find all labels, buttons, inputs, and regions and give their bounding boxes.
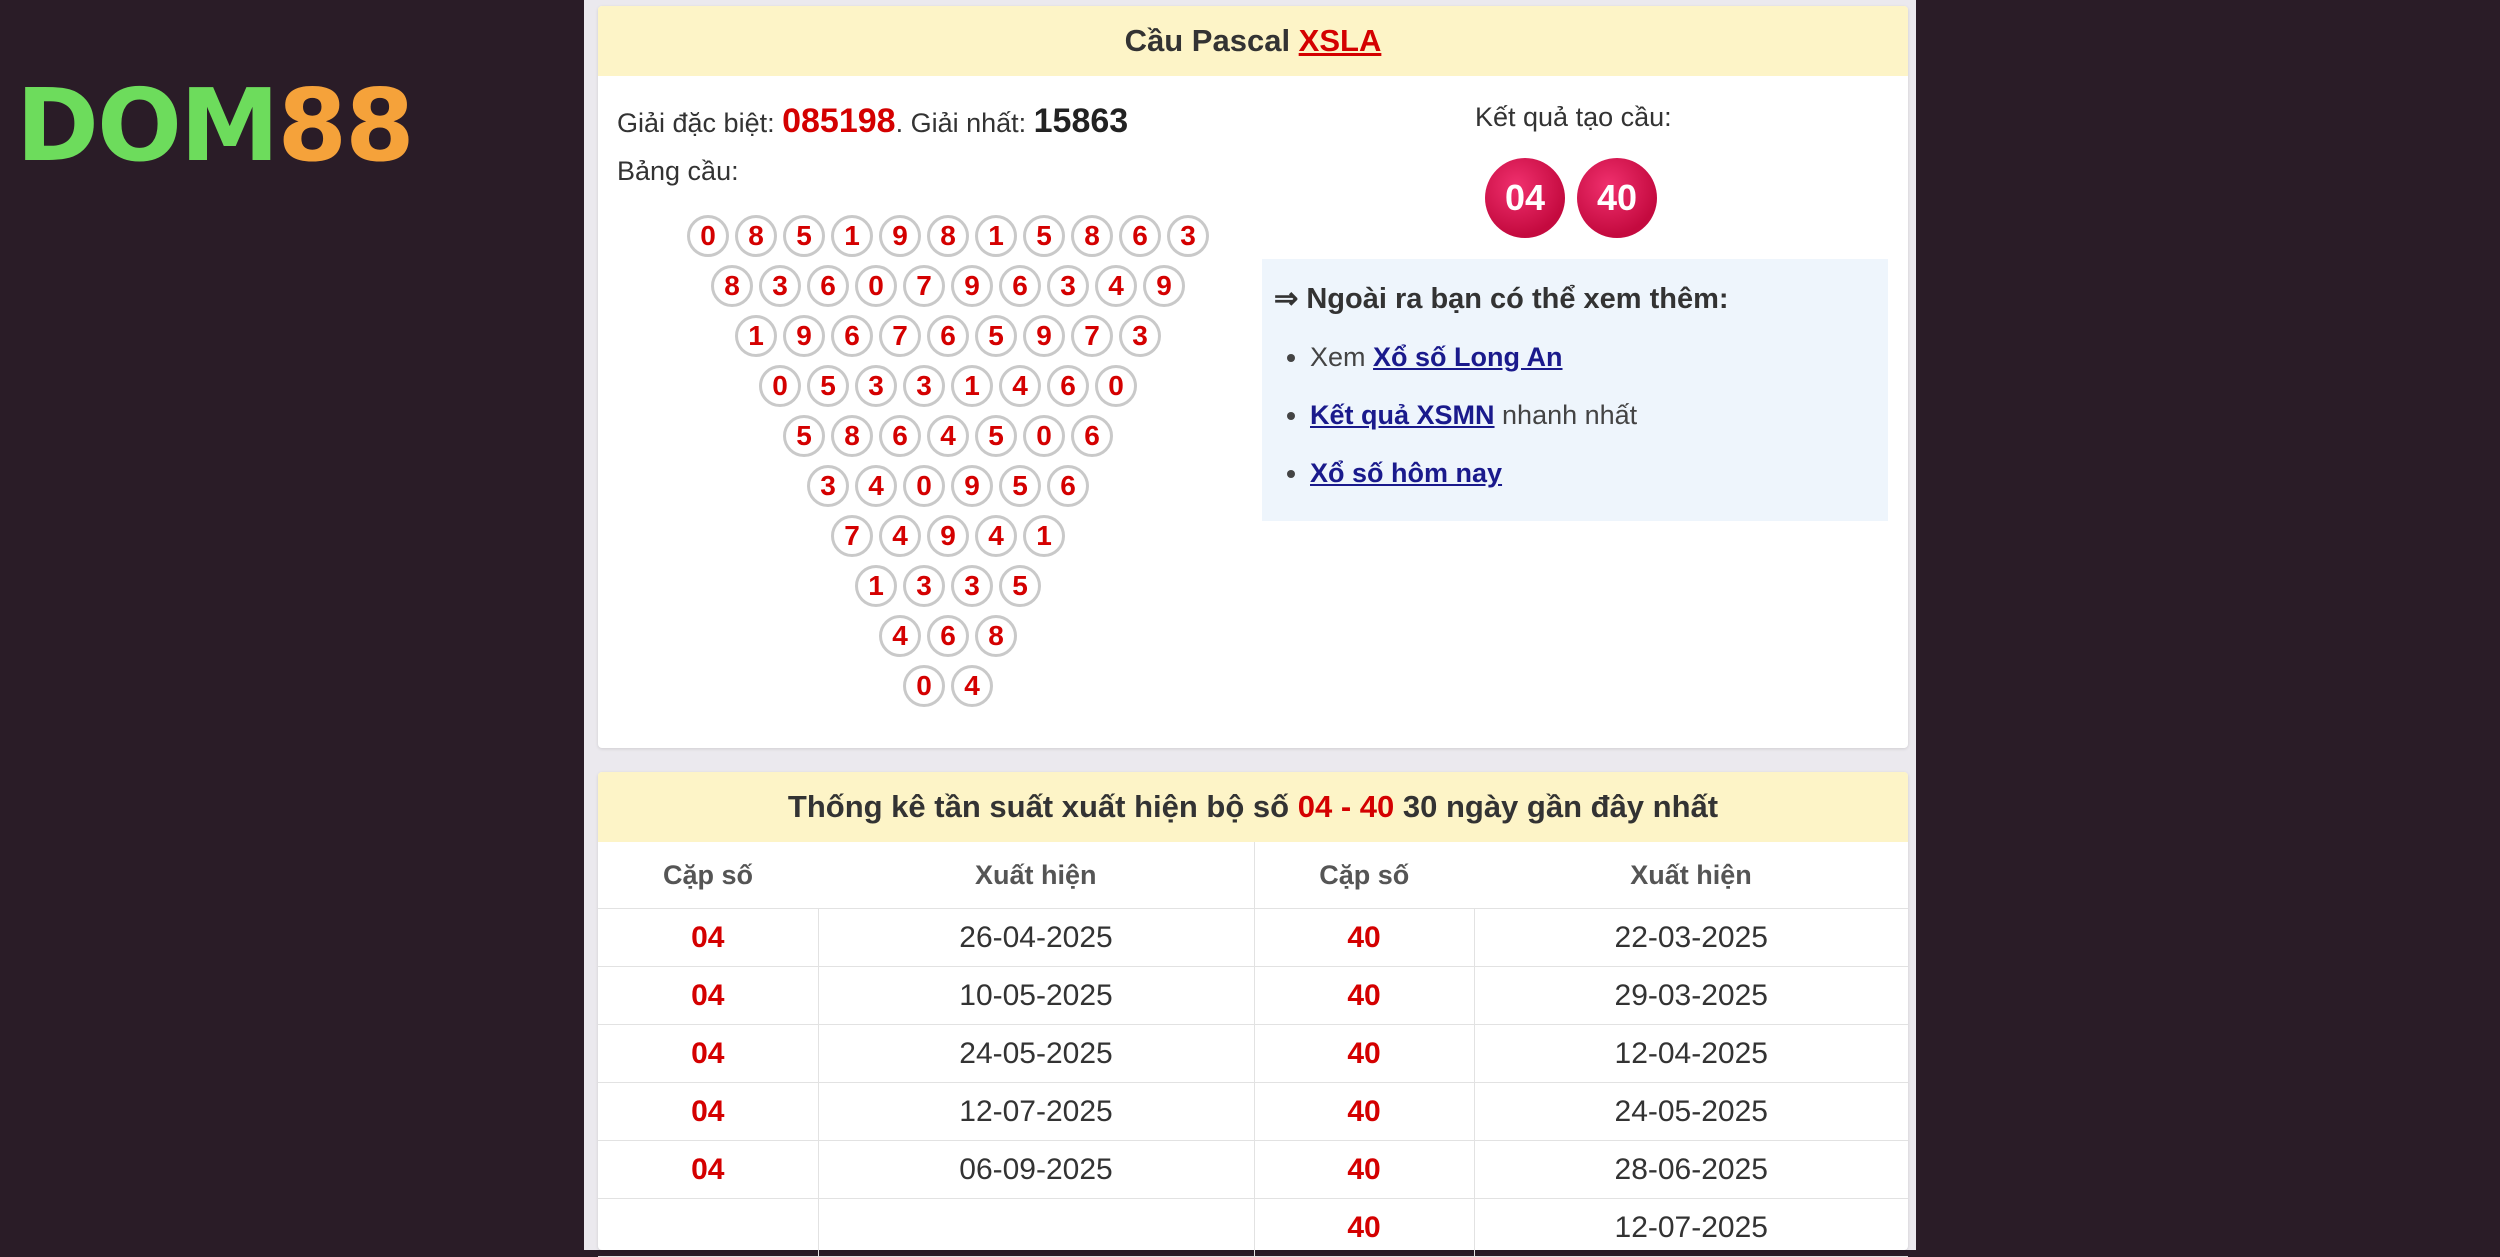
- triangle-digit: 3: [759, 265, 801, 307]
- triangle-digit: 4: [999, 365, 1041, 407]
- column-header-pair: Cặp số: [598, 842, 818, 909]
- see-more-item: [1310, 444, 1876, 502]
- triangle-digit: 8: [975, 615, 1017, 657]
- see-more-box: [1262, 259, 1888, 521]
- triangle-digit: 0: [903, 465, 945, 507]
- triangle-digit: 6: [927, 315, 969, 357]
- table-row: [598, 1141, 1908, 1199]
- long-an-lottery-link[interactable]: Xổ số Long An: [1373, 342, 1563, 372]
- special-prize-value: 085198: [782, 102, 896, 140]
- pair-cell: 40: [1254, 1141, 1474, 1199]
- pair-cell: [598, 1199, 818, 1257]
- triangle-digit: 8: [831, 415, 873, 457]
- triangle-digit: 9: [1143, 265, 1185, 307]
- pascal-triangle: [598, 211, 1298, 711]
- today-lottery-link[interactable]: Xổ số hôm nay: [1310, 458, 1503, 488]
- pair-cell: 40: [1254, 1025, 1474, 1083]
- see-more-list: [1274, 328, 1876, 502]
- frequency-table: [598, 842, 1908, 1257]
- column-header-pair: Cặp số: [1254, 842, 1474, 909]
- triangle-digit: 6: [1047, 365, 1089, 407]
- special-prize-label: Giải đặc biệt:: [617, 108, 783, 138]
- date-cell: 22-03-2025: [1474, 909, 1908, 967]
- pascal-card: [598, 6, 1908, 748]
- date-cell: 28-06-2025: [1474, 1141, 1908, 1199]
- triangle-digit: 5: [783, 215, 825, 257]
- triangle-row: [598, 211, 1298, 261]
- date-cell: [818, 1199, 1254, 1257]
- see-more-title: ⇒ Ngoài ra bạn có thể xem thêm:: [1274, 283, 1729, 315]
- date-cell: 12-04-2025: [1474, 1025, 1908, 1083]
- triangle-digit: 7: [1071, 315, 1113, 357]
- triangle-digit: 3: [1167, 215, 1209, 257]
- date-cell: 24-05-2025: [1474, 1083, 1908, 1141]
- result-label: Kết quả tạo cầu:: [1475, 102, 1672, 132]
- pair-cell: 04: [598, 1025, 818, 1083]
- triangle-digit: 4: [975, 515, 1017, 557]
- table-header-row: [598, 842, 1908, 909]
- date-cell: 12-07-2025: [818, 1083, 1254, 1141]
- frequency-card-title: [598, 772, 1908, 842]
- triangle-digit: 3: [1047, 265, 1089, 307]
- triangle-digit: 5: [975, 415, 1017, 457]
- frequency-title-suffix: 30 ngày gần đây nhất: [1394, 789, 1719, 824]
- table-row: [598, 1025, 1908, 1083]
- see-more-suffix: nhanh nhất: [1494, 400, 1638, 430]
- triangle-digit: 6: [999, 265, 1041, 307]
- triangle-digit: 6: [927, 615, 969, 657]
- table-row: [598, 909, 1908, 967]
- xsla-link[interactable]: XSLA: [1298, 23, 1382, 58]
- triangle-row: [598, 261, 1298, 311]
- result-ball: 04: [1485, 158, 1565, 238]
- triangle-row: [598, 361, 1298, 411]
- date-cell: 12-07-2025: [1474, 1199, 1908, 1257]
- triangle-digit: 6: [807, 265, 849, 307]
- triangle-digit: 5: [783, 415, 825, 457]
- pair-cell: 04: [598, 1083, 818, 1141]
- table-row: [598, 1083, 1908, 1141]
- triangle-digit: 5: [999, 465, 1041, 507]
- triangle-digit: 4: [927, 415, 969, 457]
- see-more-prefix: Xem: [1310, 342, 1374, 372]
- pair-cell: 40: [1254, 909, 1474, 967]
- pair-cell: 40: [1254, 967, 1474, 1025]
- main-content: [584, 0, 1916, 1250]
- table-row: [598, 1199, 1908, 1257]
- result-ball: 40: [1577, 158, 1657, 238]
- triangle-digit: 6: [1047, 465, 1089, 507]
- triangle-digit: 0: [903, 665, 945, 707]
- triangle-digit: 1: [951, 365, 993, 407]
- frequency-card: [598, 772, 1908, 1250]
- triangle-digit: 3: [807, 465, 849, 507]
- triangle-digit: 9: [927, 515, 969, 557]
- xsmn-result-link[interactable]: Kết quả XSMN: [1310, 400, 1495, 430]
- triangle-row: [598, 311, 1298, 361]
- column-header-appear: Xuất hiện: [1474, 842, 1908, 909]
- triangle-digit: 9: [1023, 315, 1065, 357]
- triangle-digit: 8: [735, 215, 777, 257]
- triangle-digit: 6: [831, 315, 873, 357]
- pascal-card-title: [598, 6, 1908, 76]
- column-header-appear: Xuất hiện: [818, 842, 1254, 909]
- triangle-digit: 5: [999, 565, 1041, 607]
- pair-cell: 04: [598, 967, 818, 1025]
- triangle-digit: 6: [879, 415, 921, 457]
- triangle-digit: 8: [927, 215, 969, 257]
- pair-cell: 04: [598, 1141, 818, 1199]
- triangle-row: [598, 411, 1298, 461]
- logo-text-88: 88: [277, 67, 413, 184]
- triangle-digit: 5: [807, 365, 849, 407]
- triangle-digit: 3: [855, 365, 897, 407]
- result-balls: [1485, 158, 1669, 238]
- triangle-digit: 6: [1071, 415, 1113, 457]
- triangle-row: [598, 561, 1298, 611]
- pascal-table-label: Bảng cầu:: [617, 156, 739, 186]
- triangle-digit: 3: [903, 565, 945, 607]
- triangle-digit: 0: [855, 265, 897, 307]
- triangle-digit: 9: [879, 215, 921, 257]
- triangle-digit: 6: [1119, 215, 1161, 257]
- triangle-row: [598, 461, 1298, 511]
- triangle-digit: 9: [783, 315, 825, 357]
- logo[interactable]: [16, 67, 413, 184]
- triangle-digit: 9: [951, 265, 993, 307]
- triangle-digit: 4: [879, 615, 921, 657]
- triangle-digit: 5: [1023, 215, 1065, 257]
- triangle-digit: 1: [975, 215, 1017, 257]
- logo-text-dom: DOM: [16, 67, 278, 184]
- triangle-digit: 0: [687, 215, 729, 257]
- date-cell: 26-04-2025: [818, 909, 1254, 967]
- frequency-table-body: [598, 909, 1908, 1257]
- triangle-digit: 3: [903, 365, 945, 407]
- triangle-digit: 5: [975, 315, 1017, 357]
- triangle-digit: 1: [1023, 515, 1065, 557]
- pascal-title-text: Cầu Pascal: [1124, 23, 1299, 58]
- date-cell: 06-09-2025: [818, 1141, 1254, 1199]
- frequency-title-pair: 04 - 40: [1297, 789, 1395, 824]
- triangle-digit: 8: [1071, 215, 1113, 257]
- triangle-digit: 1: [831, 215, 873, 257]
- triangle-digit: 0: [1095, 365, 1137, 407]
- triangle-digit: 4: [879, 515, 921, 557]
- triangle-digit: 4: [951, 665, 993, 707]
- triangle-digit: 7: [903, 265, 945, 307]
- pair-cell: 40: [1254, 1083, 1474, 1141]
- triangle-digit: 3: [1119, 315, 1161, 357]
- triangle-digit: 1: [735, 315, 777, 357]
- pair-cell: 40: [1254, 1199, 1474, 1257]
- triangle-digit: 1: [855, 565, 897, 607]
- triangle-digit: 7: [879, 315, 921, 357]
- triangle-digit: 7: [831, 515, 873, 557]
- date-cell: 10-05-2025: [818, 967, 1254, 1025]
- see-more-item: [1310, 328, 1876, 386]
- first-prize-value: 15863: [1033, 102, 1129, 140]
- triangle-digit: 0: [1023, 415, 1065, 457]
- date-cell: 29-03-2025: [1474, 967, 1908, 1025]
- triangle-digit: 8: [711, 265, 753, 307]
- frequency-title-prefix: Thống kê tần suất xuất hiện bộ số: [787, 789, 1298, 824]
- triangle-digit: 9: [951, 465, 993, 507]
- see-more-item: [1310, 386, 1876, 444]
- triangle-row: [598, 511, 1298, 561]
- triangle-digit: 4: [855, 465, 897, 507]
- date-cell: 24-05-2025: [818, 1025, 1254, 1083]
- triangle-row: [598, 661, 1298, 711]
- pair-cell: 04: [598, 909, 818, 967]
- triangle-digit: 0: [759, 365, 801, 407]
- triangle-digit: 3: [951, 565, 993, 607]
- triangle-row: [598, 611, 1298, 661]
- first-prize-label: . Giải nhất:: [895, 108, 1034, 138]
- prize-line: [617, 102, 1128, 141]
- table-row: [598, 967, 1908, 1025]
- triangle-digit: 4: [1095, 265, 1137, 307]
